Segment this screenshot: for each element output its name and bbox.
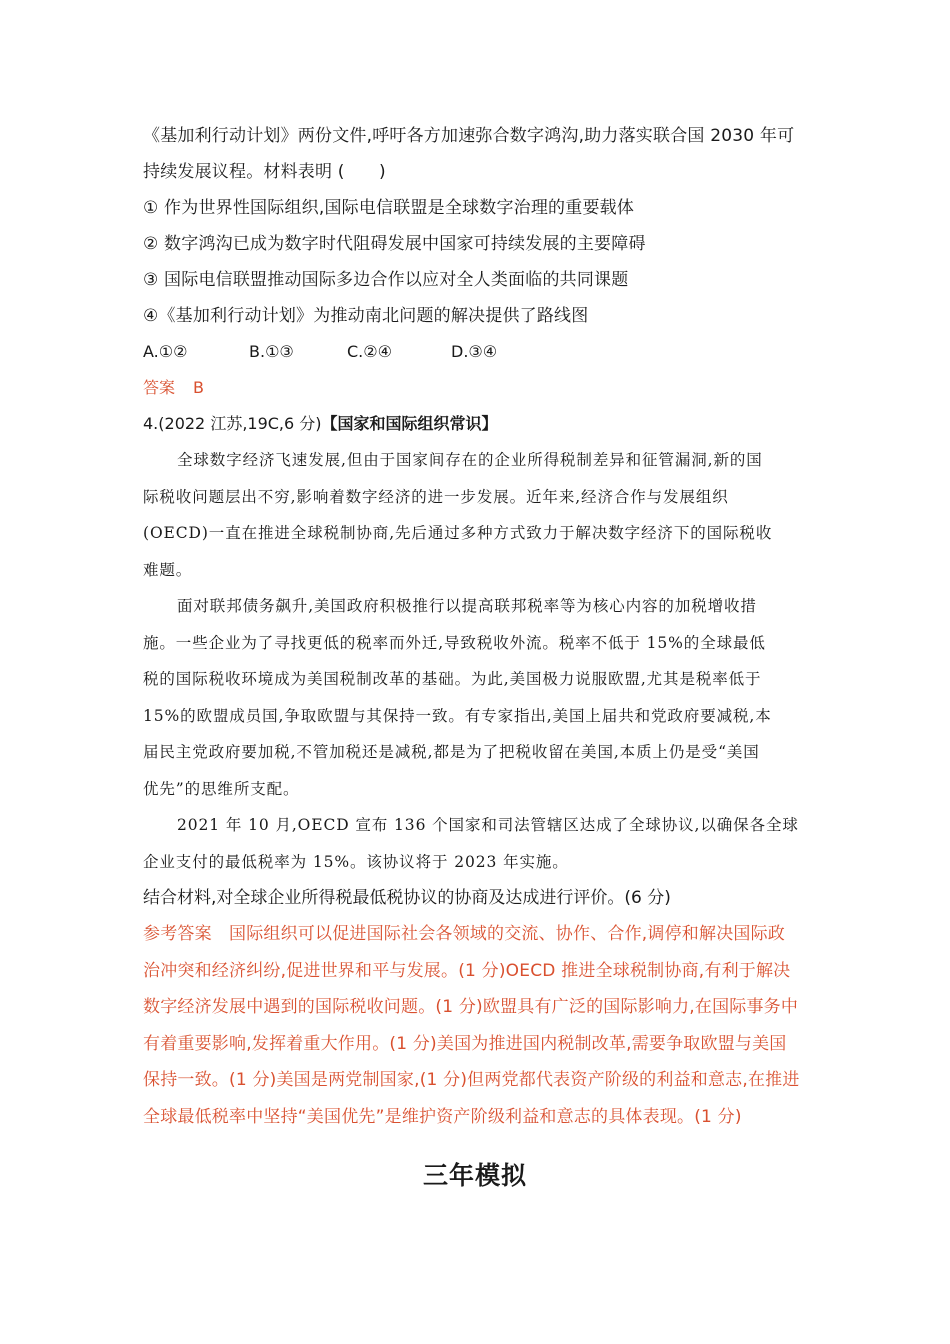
question-stem-line: 持续发展议程。材料表明 ( ): [143, 162, 386, 182]
reference-answer-line: 数字经济发展中遇到的国际税收问题。(1 分)欧盟具有广泛的国际影响力,在国际事务中: [143, 997, 799, 1017]
question-4-header: [143, 406, 811, 442]
material-line: 税的国际税收环境成为美国税制改革的基础。为此,美国极力说服欧盟,尤其是税率低于: [143, 670, 762, 688]
material-line: 难题。: [143, 560, 193, 579]
reference-answer-line: 治冲突和经济纠纷,促进世界和平与发展。(1 分)OECD 推进全球税制协商,有利于解决: [143, 960, 791, 981]
material-line: 15%的欧盟成员国,争取欧盟与其保持一致。有专家指出,美国上届共和党政府要减税,本: [143, 706, 772, 725]
material-line: 届民主党政府要加税,不管加税还是减税,都是为了把税收留在美国,本质上仍是受“美国: [143, 743, 760, 761]
option-c: C.②④: [347, 342, 392, 361]
material-line: 企业支付的最低税率为 15%。该协议将于 2023 年实施。: [143, 852, 569, 871]
statement-4: ④《基加利行动计划》为推动南北问题的解决提供了路线图: [143, 306, 589, 326]
material-line: 际税收问题层出不穷,影响着数字经济的进一步发展。近年来,经济合作与发展组织: [143, 487, 729, 506]
answer-label: 答案: [143, 378, 176, 397]
reference-answer-line: 有着重要影响,发挥着重大作用。(1 分)美国为推进国内税制改革,需要争取欧盟与美国: [143, 1033, 787, 1054]
reference-answer-line: 保持一致。(1 分)美国是两党制国家,(1 分)但两党都代表资产阶级的利益和意志,在推进: [143, 1070, 800, 1090]
material-line: 全球数字经济飞速发展,但由于国家间存在的企业所得税制差异和征管漏洞,新的国: [177, 451, 763, 469]
material-line: 2021 年 10 月,OECD 宣布 136 个国家和司法管辖区达成了全球协议,以确保各全球: [177, 816, 799, 834]
reference-answer-line: 全球最低税率中坚持“美国优先”是维护资产阶级利益和意志的具体表现。(1 分): [143, 1106, 742, 1127]
answer-options: [143, 334, 811, 370]
material-line: (OECD)一直在推进全球税制协商,先后通过多种方式致力于解决数字经济下的国际税收: [143, 524, 773, 542]
material-line: 面对联邦债务飙升,美国政府积极推行以提高联邦税率等为核心内容的加税增收措: [177, 597, 757, 615]
question-4-prompt: 结合材料,对全球企业所得税最低税协议的协商及达成进行评价。(6 分): [143, 888, 671, 908]
page-content: [143, 118, 811, 1135]
option-b: B.①③: [249, 342, 294, 361]
material-line: 优先”的思维所支配。: [143, 779, 300, 798]
question-stem-line: 《基加利行动计划》两份文件,呼吁各方加速弥合数字鸿沟,助力落实联合国 2030 年可: [143, 126, 795, 146]
answer-line: [143, 370, 811, 406]
option-a: A.①②: [143, 342, 188, 361]
question-4-source: 4.(2022 江苏,19C,6 分): [143, 414, 322, 433]
option-d: D.③④: [451, 342, 498, 361]
statement-3: ③ 国际电信联盟推动国际多边合作以应对全人类面临的共同课题: [143, 270, 629, 290]
material-line: 施。一些企业为了寻找更低的税率而外迁,导致税收外流。税率不低于 15%的全球最低: [143, 633, 766, 652]
reference-answer-line: 参考答案 国际组织可以促进国际社会各领域的交流、协作、合作,调停和解决国际政: [143, 924, 786, 944]
answer-value: B: [193, 378, 204, 397]
statement-2: ② 数字鸿沟已成为数字时代阻碍发展中国家可持续发展的主要障碍: [143, 234, 646, 254]
statement-1: ① 作为世界性国际组织,国际电信联盟是全球数字治理的重要载体: [143, 198, 635, 218]
question-4-tag: 【国家和国际组织常识】: [321, 414, 498, 433]
section-title: 三年模拟: [422, 1161, 527, 1190]
